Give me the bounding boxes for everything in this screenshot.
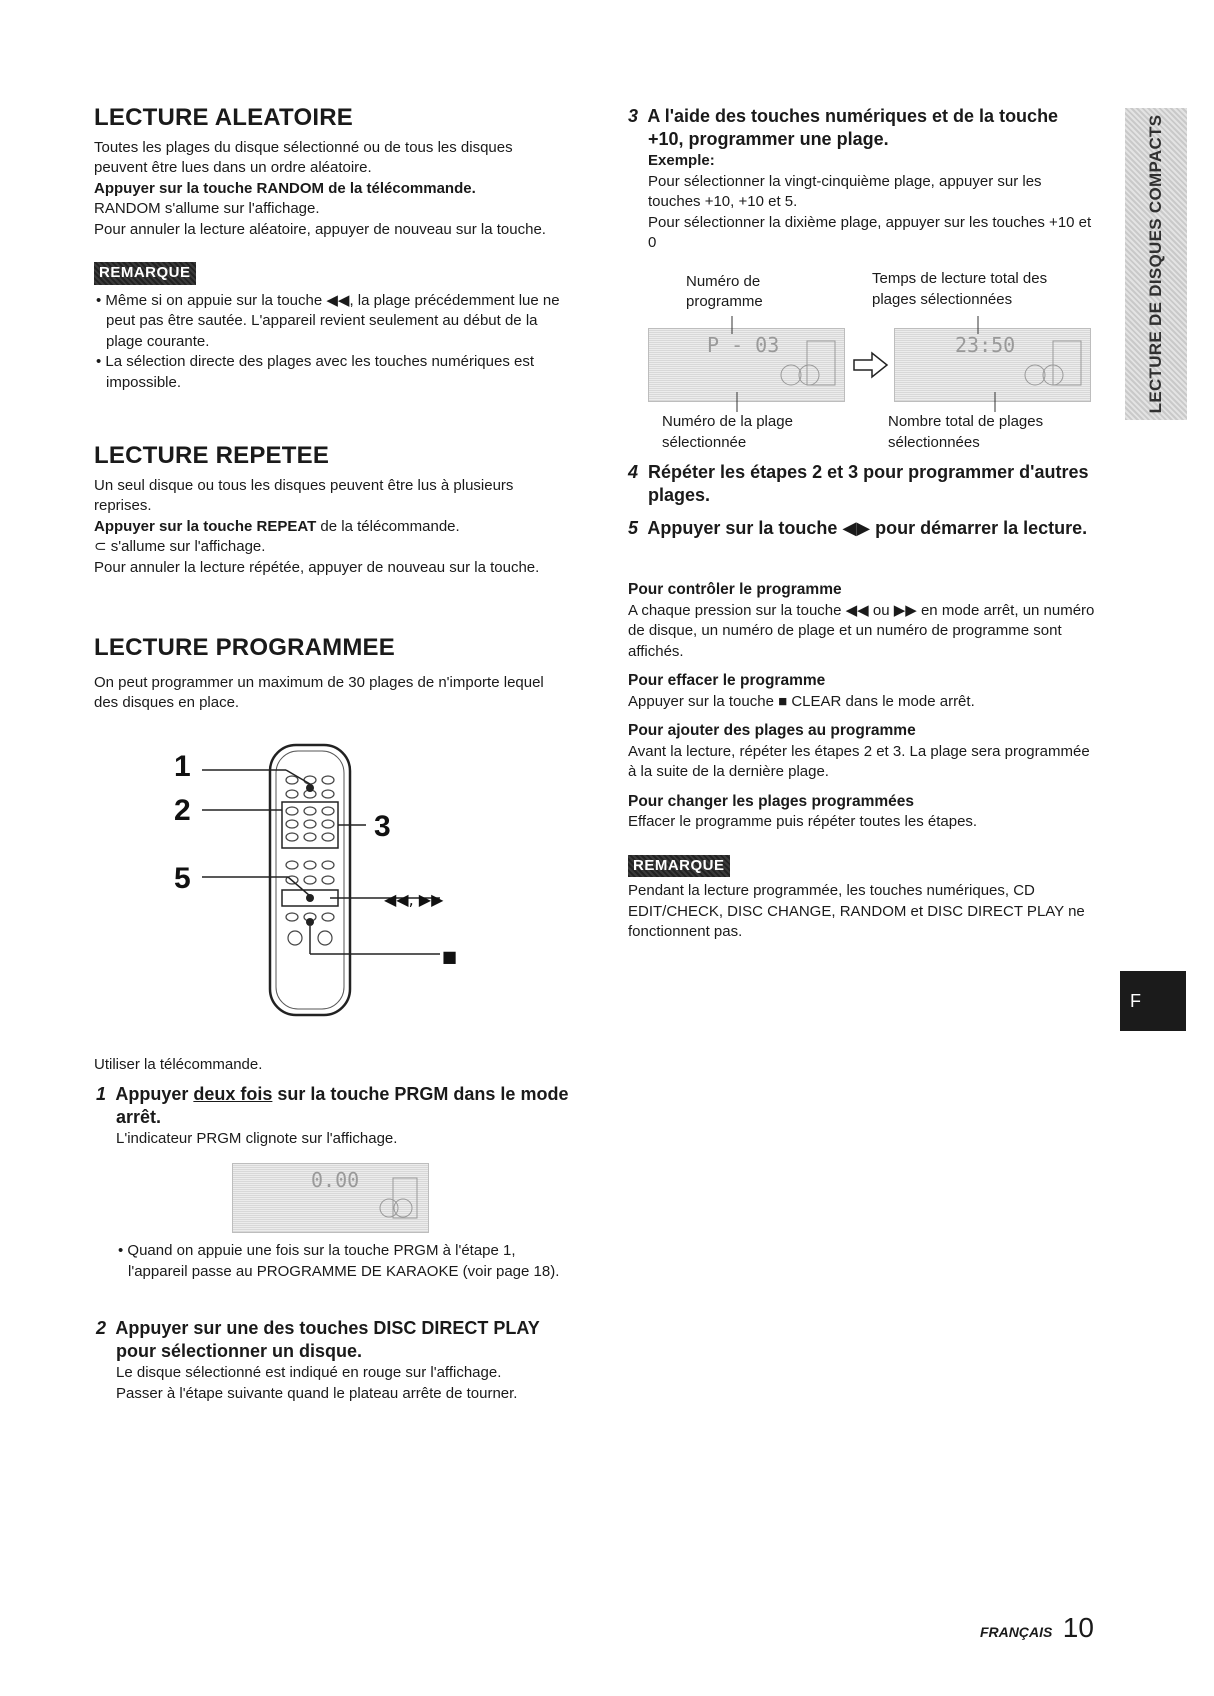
lcd-program-digits: P - 03 xyxy=(707,333,780,357)
callout-skip-buttons: ◀◀, ▶▶ xyxy=(384,890,444,909)
exemple-1: Pour sélectionner la vingt-cinquième plage, appuyer sur les touches +10, +10 et 5. xyxy=(648,172,1042,210)
lcd-disc-icon xyxy=(373,1172,423,1226)
repeat-instruction-rest: de la télécommande. xyxy=(316,517,460,535)
callout-5: 5 xyxy=(174,862,191,895)
program-steps-left xyxy=(94,1055,570,1076)
section-title-program: LECTURE PROGRAMMEE xyxy=(94,634,395,661)
step-1-text-b: sur la touche PRGM dans le mode arrêt. xyxy=(116,1084,569,1127)
step-4-number: 4 xyxy=(628,462,639,482)
step-1-number: 1 xyxy=(96,1084,107,1104)
tip-change-title: Pour changer les plages programmées xyxy=(628,792,914,810)
step-3-number: 3 xyxy=(628,106,639,126)
remote-control-illustration xyxy=(170,740,500,1040)
right-note: Pendant la lecture programmée, les touches numériques, CD EDIT/CHECK, DISC CHANGE, RANDOM et DISC DIRECT PLAY ne fonctionnent pas. xyxy=(628,882,1085,940)
random-intro: Toutes les plages du disque sélectionné ou de tous les disques peuvent être lues dans un ordre aléatoire. xyxy=(94,138,513,176)
section-title-repeat: LECTURE REPETEE xyxy=(94,442,330,469)
exemple-label: Exemple: xyxy=(648,152,715,169)
step-3-title: A l'aide des touches numériques et de la touche +10, programmer une plage. xyxy=(647,106,1059,149)
random-instruction: Appuyer sur la touche RANDOM de la télécommande. xyxy=(94,179,476,197)
section-program xyxy=(94,634,570,714)
tip-check-title: Pour contrôler le programme xyxy=(628,581,842,598)
tip-add-text: Avant la lecture, répéter les étapes 2 et 3. La plage sera programmée à la suite de la dernière plage. xyxy=(628,742,1090,780)
program-tips xyxy=(628,580,1098,943)
step-1-description: L'indicateur PRGM clignote sur l'affichage. xyxy=(116,1130,398,1147)
step-1-text-underline: deux fois xyxy=(193,1084,273,1104)
remarque-badge-right: REMARQUE xyxy=(628,855,730,878)
remote-caption: Utiliser la télécommande. xyxy=(94,1056,263,1073)
section-random xyxy=(94,104,570,393)
footer-language: FRANÇAIS xyxy=(980,1624,1053,1640)
random-cancel-text: Pour annuler la lecture aléatoire, appuyer de nouveau sur la touche. xyxy=(94,220,546,238)
step-1-bullet: • Quand on appuie une fois sur la touche PRGM à l'étape 1, l'appareil passe au PROGRAMME DE KARAOKE (voir page 18). xyxy=(118,1242,560,1280)
steps-4-5 xyxy=(628,461,1098,540)
callout-1: 1 xyxy=(174,750,191,783)
section-title-random: LECTURE ALEATOIRE xyxy=(94,104,353,131)
label-total-time: Temps de lecture total des plages sélectionnées xyxy=(872,270,1048,308)
label-program-number: Numéro de programme xyxy=(686,273,763,310)
repeat-intro: Un seul disque ou tous les disques peuvent être lus à plusieurs reprises. xyxy=(94,476,514,514)
step-2-number: 2 xyxy=(96,1318,107,1338)
step-4-title: Répéter les étapes 2 et 3 pour programmer d'autres plages. xyxy=(648,462,1089,505)
remarque-badge: REMARQUE xyxy=(94,262,196,285)
label-total-tracks: Nombre total de plages sélectionnées xyxy=(888,413,1044,451)
step-1-text-a: Appuyer xyxy=(115,1084,194,1104)
step-2 xyxy=(96,1317,572,1404)
callout-stop-button: ■ xyxy=(442,947,458,966)
tip-clear-text: Appuyer sur la touche ■ CLEAR dans le mode arrêt. xyxy=(628,692,975,710)
lcd-time-digits: 23:50 xyxy=(955,333,1016,357)
section-repeat xyxy=(94,442,570,578)
program-intro: On peut programmer un maximum de 30 plages de n'importe lequel des disques en place. xyxy=(94,673,544,711)
step-5-title: Appuyer sur la touche ◀▶ pour démarrer la lecture. xyxy=(647,518,1088,538)
tip-check-text: A chaque pression sur la touche ◀◀ ou ▶▶ en mode arrêt, un numéro de disque, un numéro de plage et un numéro de programme sont affichés. xyxy=(628,601,1095,660)
random-note-1: • Même si on appuie sur la touche ◀◀, la plage précédemment lue ne peut pas être sautée. L'appareil revient seulement au début de la plage courante. xyxy=(96,291,560,350)
figure-pointer-lines xyxy=(640,312,1100,422)
page-footer xyxy=(980,1612,1094,1644)
random-note-2: • La sélection directe des plages avec les touches numériques est impossible. xyxy=(96,353,535,391)
tip-change-text: Effacer le programme puis répéter toutes les étapes. xyxy=(628,813,978,830)
repeat-instruction-bold: Appuyer sur la touche REPEAT xyxy=(94,517,317,535)
step-2-title: Appuyer sur une des touches DISC DIRECT PLAY pour sélectionner un disque. xyxy=(115,1318,540,1361)
language-tab-label: F xyxy=(1130,991,1141,1011)
repeat-cancel-text: Pour annuler la lecture répétée, appuyer de nouveau sur la touche. xyxy=(94,558,540,576)
repeat-display-text: ⊂ s'allume sur l'affichage. xyxy=(94,538,266,555)
random-display-text: RANDOM s'allume sur l'affichage. xyxy=(94,200,320,217)
page-number: 10 xyxy=(1062,1612,1094,1643)
exemple-2: Pour sélectionner la dixième plage, appuyer sur les touches +10 et 0 xyxy=(648,213,1092,251)
lcd-digits: 0.00 xyxy=(311,1168,360,1192)
step-3 xyxy=(628,105,1098,254)
tip-clear-title: Pour effacer le programme xyxy=(628,672,826,689)
step-2-text-2: Passer à l'étape suivante quand le plateau arrête de tourner. xyxy=(116,1384,518,1402)
chapter-side-tab xyxy=(1125,108,1187,420)
language-tab xyxy=(1120,971,1186,1031)
callout-3: 3 xyxy=(374,810,391,843)
label-track-number: Numéro de la plage sélectionnée xyxy=(662,413,793,451)
callout-2: 2 xyxy=(174,794,191,827)
step-1-note xyxy=(116,1241,572,1282)
chapter-side-tab-label: LECTURE DE DISQUES COMPACTS xyxy=(1146,114,1165,414)
lcd-display-step1 xyxy=(232,1163,429,1233)
step-2-text-1: Le disque sélectionné est indiqué en rouge sur l'affichage. xyxy=(116,1364,502,1381)
tip-add-title: Pour ajouter des plages au programme xyxy=(628,722,916,739)
step-5-number: 5 xyxy=(628,518,639,538)
step-1 xyxy=(96,1083,572,1150)
